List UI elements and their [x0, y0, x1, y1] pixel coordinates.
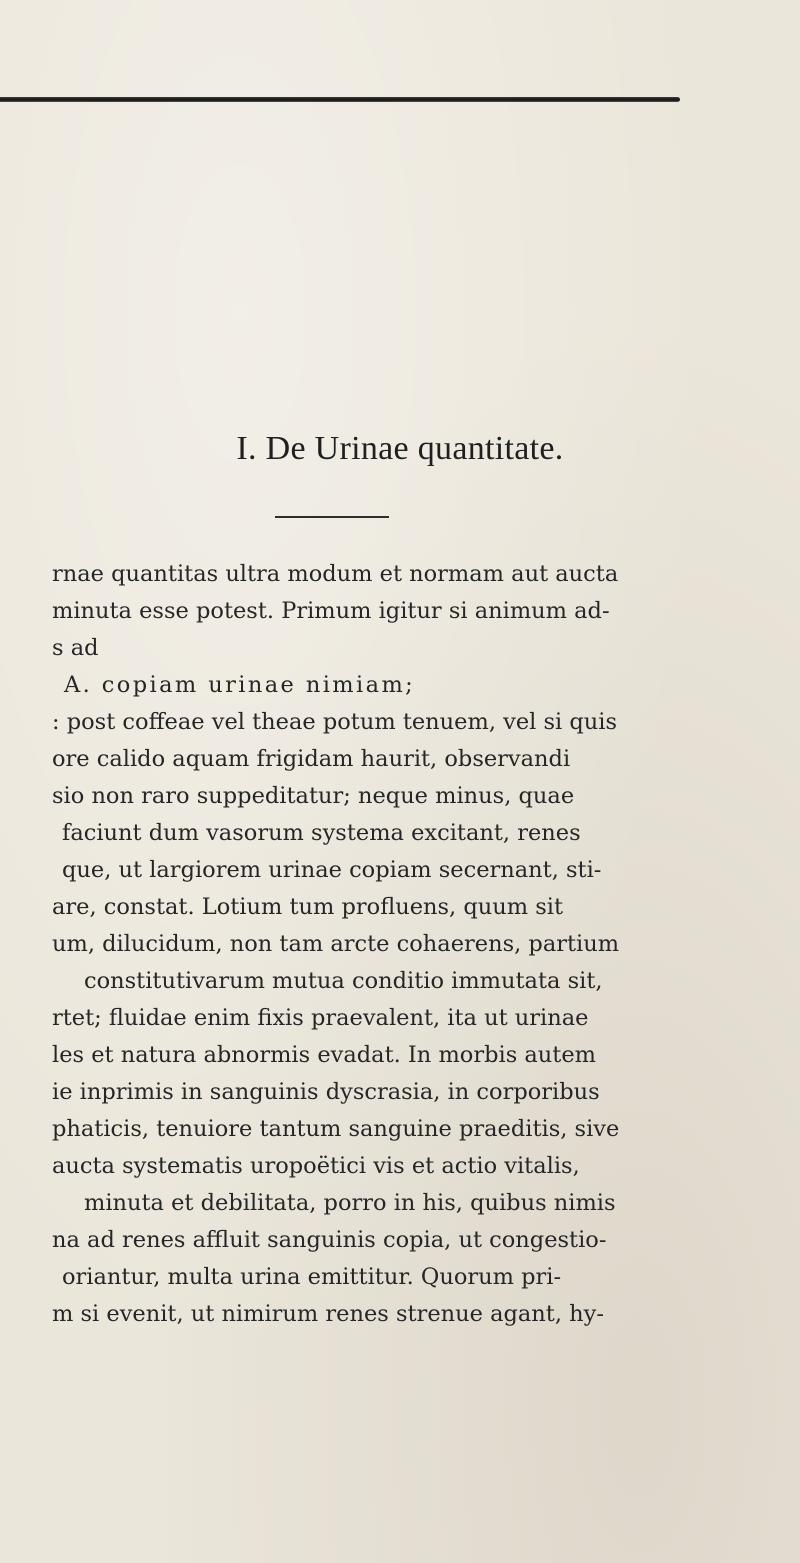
text-line: : post coffeae vel theae potum tenuem, vel si quis: [52, 709, 618, 735]
text-line: les et natura abnormis evadat. In morbis autem: [52, 1042, 596, 1068]
text-line: oriantur, multa urina emittitur. Quorum pri-: [62, 1264, 562, 1290]
text-line: constitutivarum mutua conditio immutata sit,: [84, 968, 603, 994]
body-text: [52, 556, 800, 1333]
text-line: s ad: [52, 635, 99, 661]
text-line: phaticis, tenuiore tantum sanguine praeditis, sive: [52, 1116, 620, 1142]
text-line: A. copiam urinae nimiam;: [64, 672, 416, 698]
text-line: na ad renes affluit sanguinis copia, ut congestio-: [52, 1227, 607, 1253]
text-line: um, dilucidum, non tam arcte cohaerens, partium: [52, 931, 620, 957]
text-line: faciunt dum vasorum systema excitant, renes: [62, 820, 581, 846]
heading-rule: [275, 516, 389, 518]
section-heading: I. De Urinae quantitate.: [236, 430, 564, 467]
text-line: rtet; fluidae enim fixis praevalent, ita ut urinae: [52, 1005, 589, 1031]
text-line: rnae quantitas ultra modum et normam aut aucta: [52, 561, 619, 587]
text-line: ie inprimis in sanguinis dyscrasia, in corporibus: [52, 1079, 600, 1105]
text-line: que, ut largiorem urinae copiam secernant, sti-: [62, 857, 602, 883]
text-line: m si evenit, ut nimirum renes strenue agant, hy-: [52, 1301, 604, 1327]
top-rule: [0, 97, 680, 102]
text-line: minuta esse potest. Primum igitur si animum ad-: [52, 598, 610, 624]
text-line: sio non raro suppeditatur; neque minus, quae: [52, 783, 575, 809]
text-line: are, constat. Lotium tum profluens, quum sit: [52, 894, 564, 920]
text-line: aucta systematis uropoëtici vis et actio vitalis,: [52, 1153, 580, 1179]
text-line: ore calido aquam frigidam haurit, observandi: [52, 746, 571, 772]
text-line: minuta et debilitata, porro in his, quibus nimis: [84, 1190, 616, 1216]
